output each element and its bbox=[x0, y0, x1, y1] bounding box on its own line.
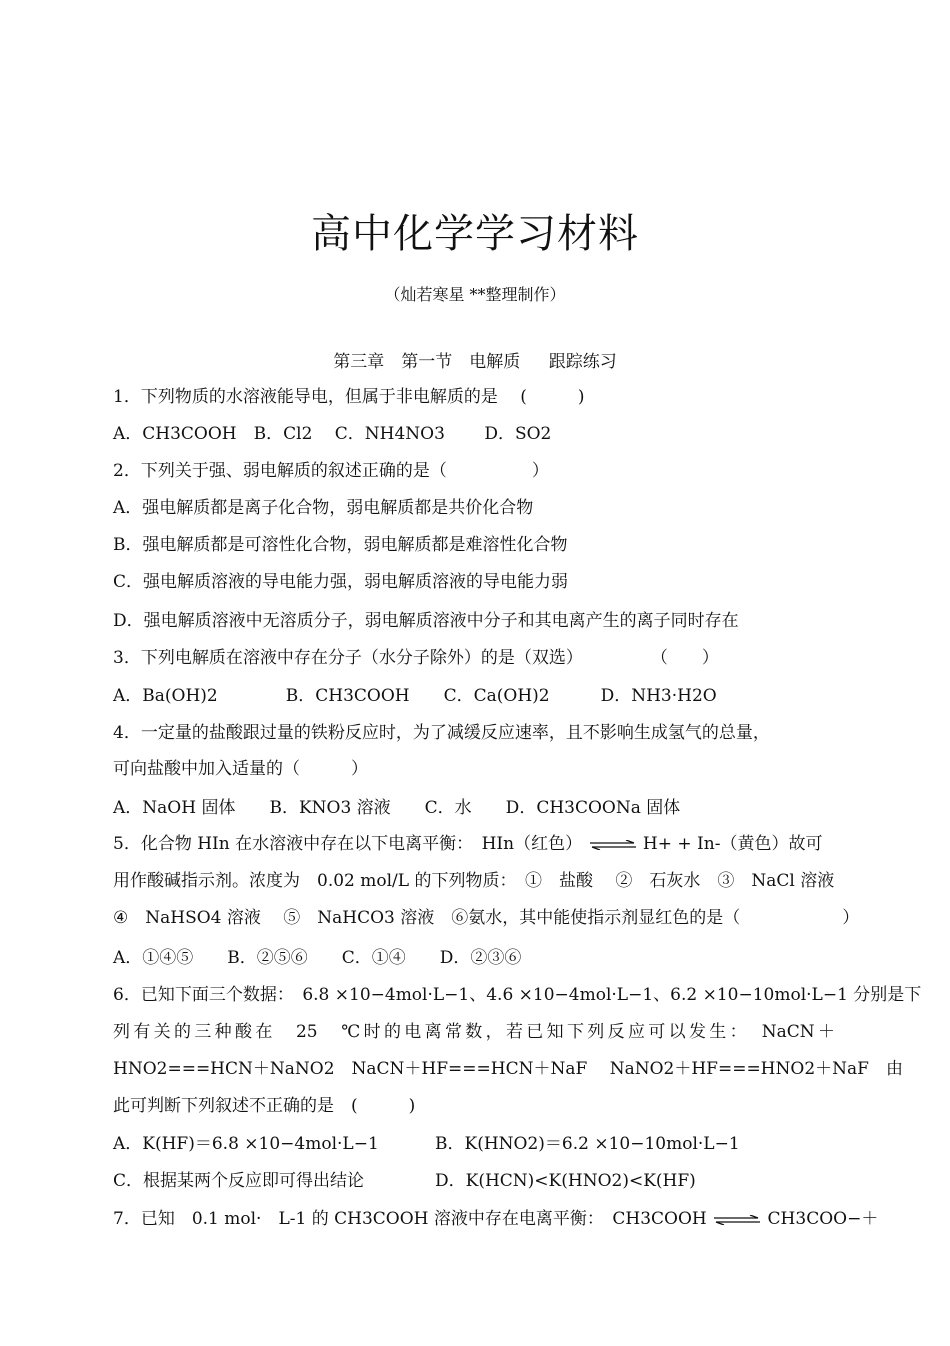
question-6-line-1: 6．已知下面三个数据： 6.8 ×10−4mol·L−1、4.6 ×10−4mol·L−1、6.2 ×10−10mol·L−1 分别是下 bbox=[113, 985, 922, 1005]
question-4: 4．一定量的盐酸跟过量的铁粉反应时，为了减缓反应速率，且不影响生成氢气的总量， bbox=[113, 723, 770, 743]
question-7-line-1 bbox=[113, 1208, 878, 1230]
question-2-option-d: D．强电解质溶液中无溶质分子，弱电解质溶液中分子和其电离产生的离子同时存在 bbox=[113, 611, 739, 631]
question-5-line-3: ④ NaHSO4 溶液 ⑤ NaHCO3 溶液 ⑥氨水，其中能使指示剂显红色的是（ ） bbox=[113, 908, 860, 928]
equilibrium-arrow-icon bbox=[712, 1215, 762, 1225]
question-2-option-a: A．强电解质都是离子化合物，弱电解质都是共价化合物 bbox=[113, 498, 534, 518]
subtitle: （灿若寒星 **整理制作） bbox=[384, 285, 566, 304]
question-5-options: A．①④⑤ B．②⑤⑥ C．①④ D．②③⑥ bbox=[113, 948, 522, 968]
question-4-continued: 可向盐酸中加入适量的（ ） bbox=[113, 759, 368, 779]
question-6-option-c: C．根据某两个反应即可得出结论 bbox=[113, 1171, 365, 1191]
question-3: 3．下列电解质在溶液中存在分子（水分子除外）的是（双选） （ ） bbox=[113, 648, 719, 668]
question-6-option-d: D．K(HCN)<K(HNO2)<K(HF) bbox=[435, 1171, 696, 1191]
question-2-option-b: B．强电解质都是可溶性化合物，弱电解质都是难溶性化合物 bbox=[113, 535, 568, 555]
question-6-line-3: HNO2===HCN＋NaNO2 NaCN＋HF===HCN＋NaF NaNO2＋HF===HNO2＋NaF 由 bbox=[113, 1059, 903, 1079]
question-6-option-a: A．K(HF)＝6.8 ×10−4mol·L−1 bbox=[113, 1134, 379, 1154]
question-7-text-end: CH3COO−＋ bbox=[767, 1209, 879, 1229]
question-5-line-1 bbox=[113, 833, 822, 855]
question-1: 1．下列物质的水溶液能导电，但属于非电解质的是 ( ) bbox=[113, 387, 585, 407]
question-6-option-b: B．K(HNO2)＝6.2 ×10−10mol·L−1 bbox=[435, 1134, 740, 1154]
question-5-text: 5．化合物 HIn 在水溶液中存在以下电离平衡： HIn（红色） bbox=[113, 834, 583, 854]
equilibrium-arrow-icon bbox=[588, 840, 638, 850]
question-5-line-2: 用作酸碱指示剂。浓度为 0.02 mol/L 的下列物质： ① 盐酸 ② 石灰水 ③ NaCl 溶液 bbox=[113, 871, 835, 891]
question-5-text-end: H+ + In-（黄色）故可 bbox=[642, 834, 823, 854]
question-3-options: A．Ba(OH)2 B．CH3COOH C．Ca(OH)2 D．NH3·H2O bbox=[113, 686, 717, 706]
question-6-line-4: 此可判断下列叙述不正确的是 ( ) bbox=[113, 1096, 416, 1116]
question-2: 2．下列关于强、弱电解质的叙述正确的是（ ） bbox=[113, 461, 549, 481]
question-1-options: A．CH3COOH B．Cl2 C．NH4NO3 D．SO2 bbox=[113, 424, 552, 444]
page-title: 高中化学学习材料 bbox=[311, 211, 639, 257]
question-4-options: A．NaOH 固体 B．KNO3 溶液 C．水 D．CH3COONa 固体 bbox=[113, 798, 681, 818]
section-heading: 第三章 第一节 电解质 跟踪练习 bbox=[333, 352, 617, 372]
question-2-option-c: C．强电解质溶液的导电能力强，弱电解质溶液的导电能力弱 bbox=[113, 572, 569, 592]
question-7-text: 7．已知 0.1 mol· L-1 的 CH3COOH 溶液中存在电离平衡： CH3COOH bbox=[113, 1209, 707, 1229]
question-6-line-2: 列有关的三种酸在 25 ℃时的电离常数，若已知下列反应可以发生： NaCN＋ bbox=[113, 1022, 835, 1042]
